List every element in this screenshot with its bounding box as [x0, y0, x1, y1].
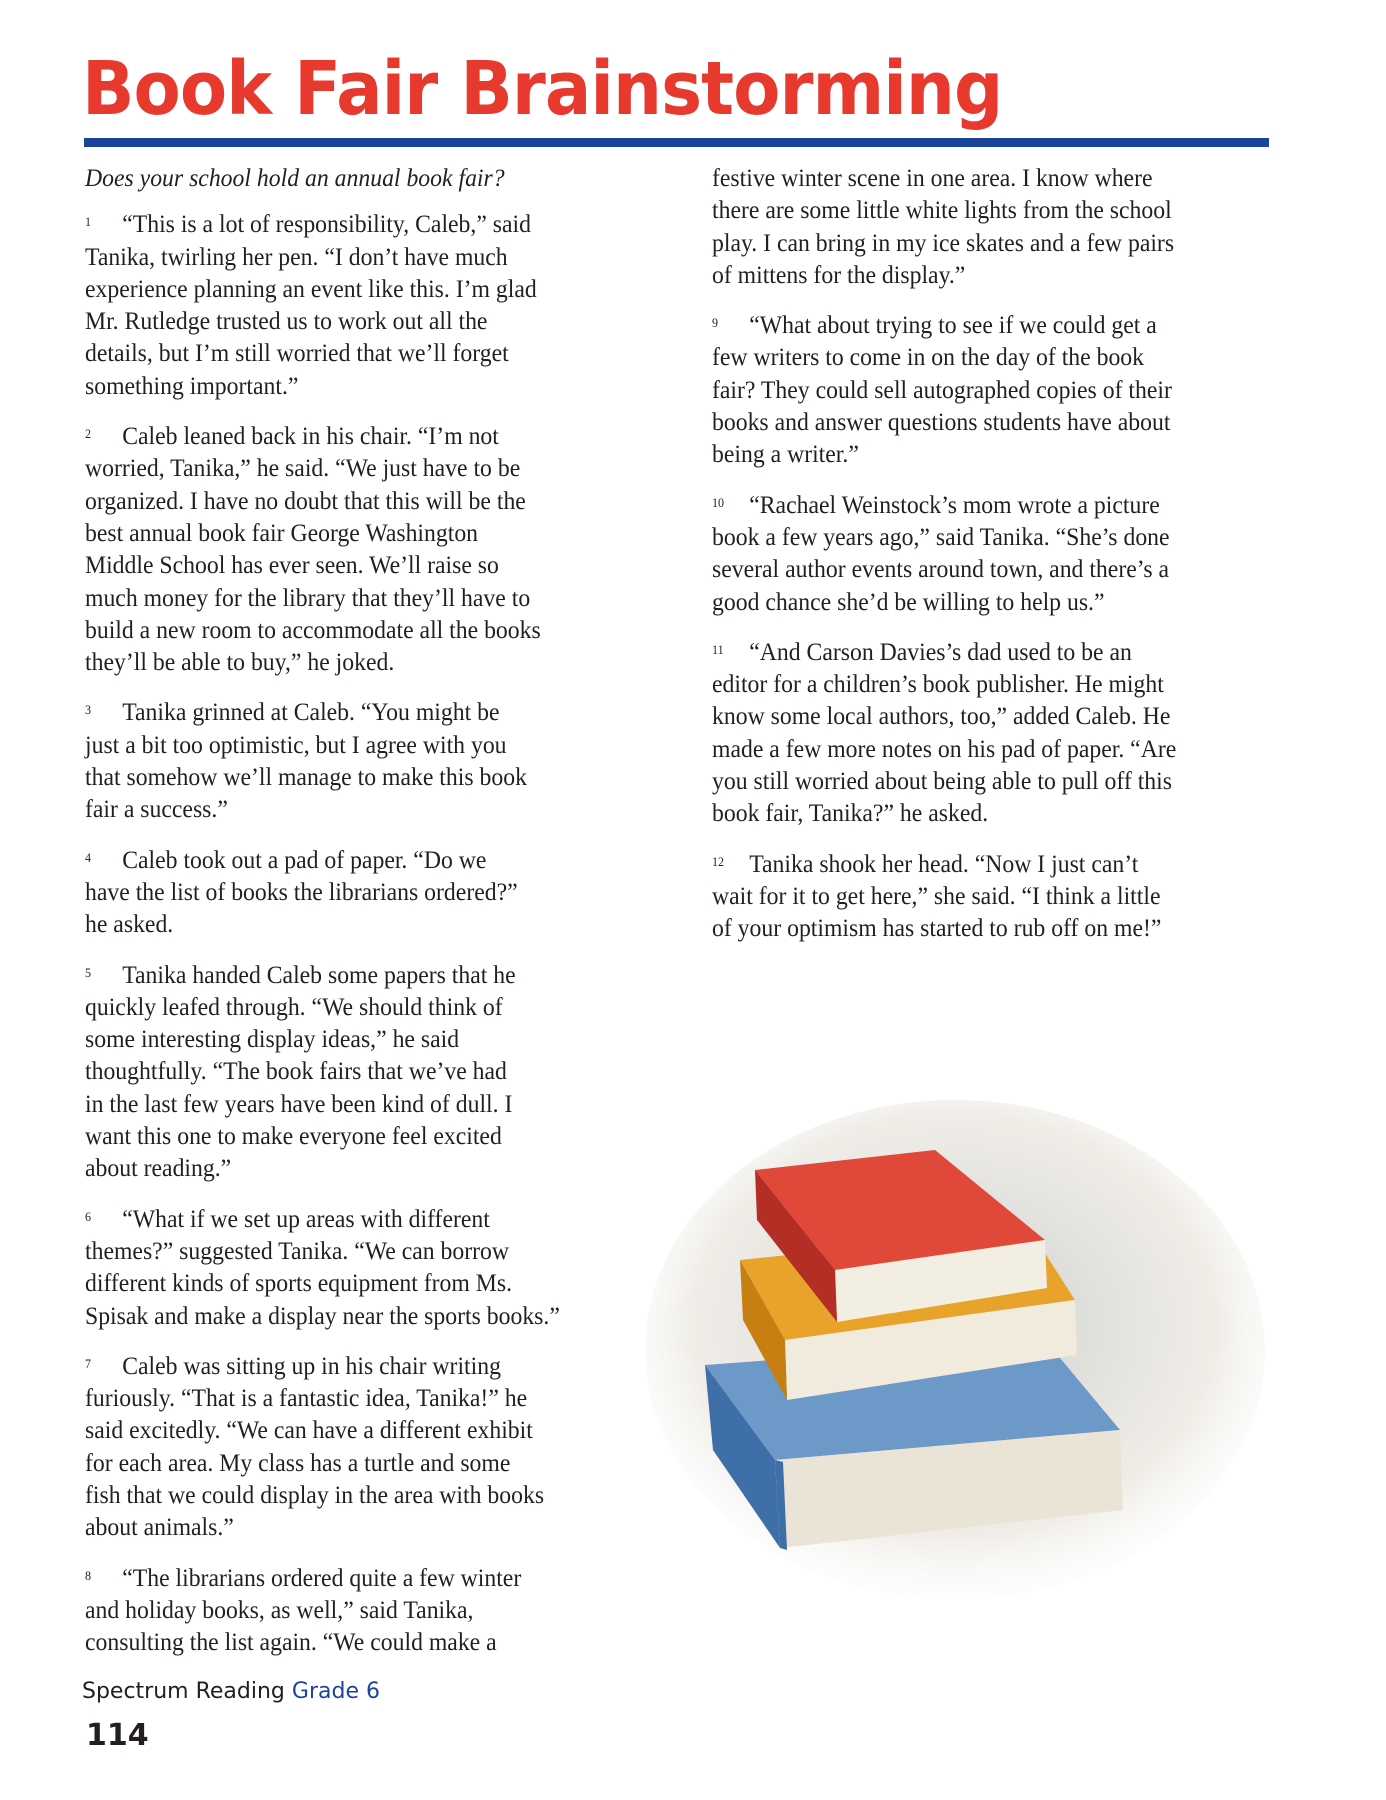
text-line [712, 374, 1242, 406]
line-text: for each area. My class has a turtle and some [85, 1447, 511, 1477]
text-line [85, 1152, 615, 1184]
line-text: worried, Tanika,” he said. “We just have to be [85, 453, 521, 483]
text-line [85, 614, 615, 646]
line-text: quickly leafed through. “We should think of [85, 991, 503, 1021]
line-text: there are some little white lights from the school [712, 195, 1172, 225]
text-line [85, 305, 615, 337]
text-line [712, 765, 1242, 797]
line-text: some interesting display ideas,” he said [85, 1024, 460, 1054]
paragraph [85, 694, 655, 825]
paragraph [85, 842, 655, 941]
text-line [85, 729, 615, 761]
paragraph [85, 957, 655, 1185]
text-line [85, 842, 615, 876]
paragraph [85, 418, 655, 678]
line-text: editor for a children’s book publisher. He might [712, 669, 1164, 699]
page-number: 114 [86, 1718, 149, 1753]
text-line [85, 206, 615, 240]
line-text: Caleb leaned back in his chair. “I’m not [122, 421, 499, 451]
grade-label: Grade 6 [291, 1679, 380, 1704]
text-line [85, 418, 615, 452]
line-text: Tanika shook her head. “Now I just can’t [749, 848, 1139, 878]
text-line [85, 370, 615, 402]
text-line [712, 521, 1242, 553]
text-line [712, 912, 1242, 944]
text-line [85, 1626, 615, 1658]
intro-question: Does your school hold an annual book fair? [85, 163, 505, 192]
line-text: of your optimism has started to rub off on me!” [712, 913, 1162, 943]
line-text: that somehow we’ll manage to make this book [85, 762, 527, 792]
text-line [712, 194, 1242, 226]
paragraph [712, 487, 1282, 618]
paragraph-number: 7 [85, 1355, 92, 1371]
paragraph [712, 634, 1282, 830]
line-text: furiously. “That is a fantastic idea, Tanika!” he [85, 1383, 528, 1413]
text-line [85, 1560, 615, 1594]
line-text: “Rachael Weinstock’s mom wrote a picture [749, 489, 1160, 519]
line-text: they’ll be able to buy,” he joked. [85, 647, 395, 677]
line-text: much money for the library that they’ll have to [85, 582, 531, 612]
paragraph-number: 4 [85, 849, 92, 865]
paragraph-number: 10 [712, 494, 725, 510]
text-line [712, 406, 1242, 438]
text-line [712, 846, 1242, 880]
line-text: made a few more notes on his pad of paper. “Are [712, 733, 1177, 763]
page-title: Book Fair Brainstorming [82, 46, 1003, 132]
paragraph-number: 11 [712, 641, 724, 657]
line-text: about reading.” [85, 1153, 232, 1183]
text-line [712, 259, 1242, 291]
text-line [712, 880, 1242, 912]
text-line [85, 485, 615, 517]
text-line [712, 733, 1242, 765]
line-text: “This is a lot of responsibility, Caleb,” said [122, 209, 532, 239]
line-text: books and answer questions students have about [712, 407, 1171, 437]
text-line [712, 553, 1242, 585]
line-text: “And Carson Davies’s dad used to be an [749, 636, 1132, 666]
line-text: Caleb was sitting up in his chair writing [122, 1350, 501, 1380]
line-text: Tanika, twirling her pen. “I don’t have much [85, 241, 508, 271]
text-line [85, 991, 615, 1023]
line-text: fair? They could sell autographed copies of their [712, 374, 1172, 404]
text-line [712, 668, 1242, 700]
line-text: fish that we could display in the area with books [85, 1479, 545, 1509]
line-text: just a bit too optimistic, but I agree with you [85, 729, 507, 759]
text-line [712, 634, 1242, 668]
line-text: and holiday books, as well,” said Tanika, [85, 1594, 474, 1624]
footer-series [82, 1679, 380, 1704]
paragraph-number: 3 [85, 702, 92, 718]
text-line [712, 487, 1242, 521]
paragraph-number: 5 [85, 964, 92, 980]
text-line [85, 1055, 615, 1087]
line-text: festive winter scene in one area. I know where [712, 163, 1153, 192]
line-text: Tanika handed Caleb some papers that he [122, 959, 516, 989]
text-line [85, 241, 615, 273]
line-text: wait for it to get here,” she said. “I think a little [712, 880, 1161, 910]
line-text: Caleb took out a pad of paper. “Do we [122, 844, 487, 874]
line-text: you still worried about being able to pull off this [712, 766, 1172, 796]
line-text: play. I can bring in my ice skates and a few pairs [712, 227, 1175, 257]
left-column [85, 162, 655, 1674]
text-line [85, 1201, 615, 1235]
line-text: experience planning an event like this. I’m glad [85, 273, 537, 303]
text-line [85, 1120, 615, 1152]
paragraph [712, 846, 1282, 945]
line-text: said excitedly. “We can have a different exhibit [85, 1415, 533, 1445]
line-text: “What if we set up areas with different [122, 1203, 490, 1233]
line-text: organized. I have no doubt that this will be the [85, 485, 526, 515]
text-line [85, 793, 615, 825]
line-text: “What about trying to see if we could get a [749, 310, 1157, 340]
line-text: he asked. [85, 909, 174, 939]
line-text: something important.” [85, 370, 299, 400]
text-line [85, 1594, 615, 1626]
text-line [85, 957, 615, 991]
paragraph [712, 307, 1282, 470]
text-line [85, 1235, 615, 1267]
paragraph-number: 12 [712, 853, 725, 869]
text-line [85, 517, 615, 549]
line-text: good chance she’d be willing to help us.” [712, 586, 1105, 616]
line-text: know some local authors, too,” added Caleb. He [712, 701, 1171, 731]
paragraph-number: 1 [85, 214, 92, 230]
series-name: Spectrum Reading [82, 1679, 285, 1704]
text-line [85, 1088, 615, 1120]
text-line [85, 1300, 615, 1332]
line-text: Tanika grinned at Caleb. “You might be [122, 697, 500, 727]
text-line [712, 797, 1242, 829]
line-text: fair a success.” [85, 794, 228, 824]
text-line [85, 1348, 615, 1382]
line-text: want this one to make everyone feel excited [85, 1121, 502, 1151]
text-line [85, 876, 615, 908]
text-line [85, 1447, 615, 1479]
line-text: book a few years ago,” said Tanika. “She’s done [712, 521, 1170, 551]
paragraph [85, 1560, 655, 1659]
text-line [712, 307, 1242, 341]
line-text: of mittens for the display.” [712, 259, 966, 289]
line-text: themes?” suggested Tanika. “We can borrow [85, 1235, 510, 1265]
paragraph-number: 6 [85, 1208, 92, 1224]
line-text: Middle School has ever seen. We’ll raise so [85, 550, 499, 580]
line-text: Spisak and make a display near the sports books.” [85, 1300, 560, 1330]
title-rule [84, 138, 1269, 147]
paragraph [85, 1348, 655, 1544]
line-text: different kinds of sports equipment from Ms. [85, 1268, 513, 1298]
line-text: about animals.” [85, 1512, 234, 1542]
text-line [85, 908, 615, 940]
text-line [85, 582, 615, 614]
text-line [712, 700, 1242, 732]
line-text: consulting the list again. “We could make a [85, 1627, 497, 1657]
paragraph-number: 8 [85, 1567, 92, 1583]
text-line [85, 549, 615, 581]
right-column [712, 162, 1282, 961]
line-text: best annual book fair George Washington [85, 517, 479, 547]
text-line [85, 646, 615, 678]
text-line [712, 586, 1242, 618]
line-text: “The librarians ordered quite a few winter [122, 1562, 522, 1592]
text-line [85, 1479, 615, 1511]
text-line [85, 694, 615, 728]
line-text: have the list of books the librarians ordered?” [85, 876, 518, 906]
line-text: several author events around town, and there’s a [712, 554, 1170, 584]
paragraph-number: 9 [712, 315, 719, 331]
text-line [85, 1414, 615, 1446]
paragraph [712, 162, 1282, 291]
line-text: few writers to come in on the day of the book [712, 342, 1145, 372]
paragraph [85, 1201, 655, 1332]
text-line [85, 337, 615, 369]
text-line [85, 273, 615, 305]
text-line [85, 452, 615, 484]
text-line [712, 162, 1242, 194]
text-line [85, 1267, 615, 1299]
text-line [712, 341, 1242, 373]
paragraph-number: 2 [85, 426, 92, 442]
line-text: book fair, Tanika?” he asked. [712, 798, 989, 828]
stacked-books-illustration [645, 1090, 1265, 1610]
text-line [85, 1511, 615, 1543]
line-text: in the last few years have been kind of dull. I [85, 1088, 513, 1118]
line-text: Mr. Rutledge trusted us to work out all the [85, 306, 488, 336]
line-text: thoughtfully. “The book fairs that we’ve had [85, 1056, 507, 1086]
line-text: details, but I’m still worried that we’ll forget [85, 338, 509, 368]
text-line [712, 438, 1242, 470]
line-text: being a writer.” [712, 439, 859, 469]
line-text: build a new room to accommodate all the books [85, 614, 541, 644]
paragraph [85, 206, 655, 402]
text-line [85, 1023, 615, 1055]
text-line [85, 761, 615, 793]
text-line [85, 1382, 615, 1414]
text-line [712, 227, 1242, 259]
